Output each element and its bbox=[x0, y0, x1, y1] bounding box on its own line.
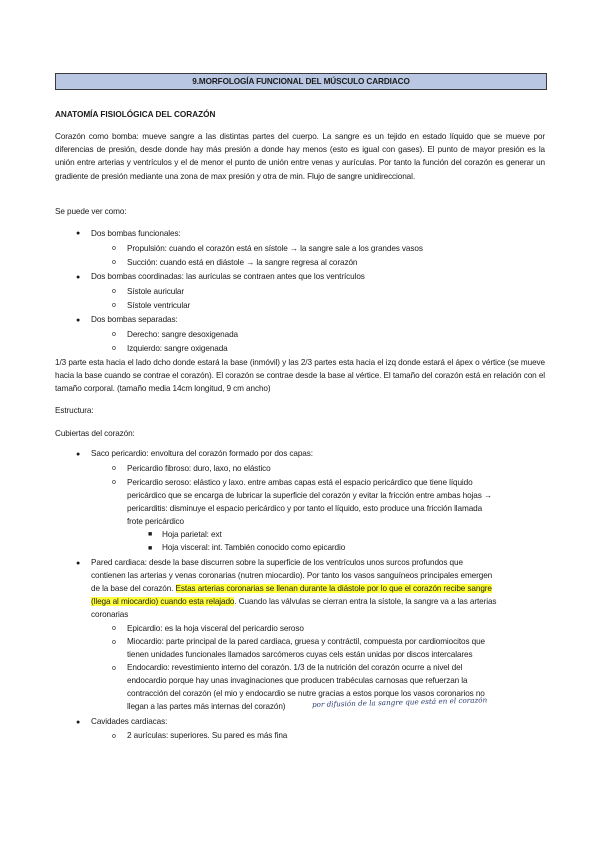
bullet-circle-icon: o bbox=[112, 639, 116, 646]
list-item: Propulsión: cuando el corazón está en sístole → la sangre sale a los grandes vasos bbox=[127, 244, 423, 253]
bullet-circle-icon: o bbox=[112, 302, 116, 309]
bullet-circle-icon: o bbox=[112, 345, 116, 352]
list-item: Endocardio: revestimiento interno del corazón. 1/3 de la nutrición del corazón ocurre a nivel del bbox=[127, 663, 463, 672]
list-item-cont: frote pericárdico bbox=[127, 517, 185, 526]
list-item: Dos bombas coordinadas: las aurículas se contraen antes que los ventrículos bbox=[91, 272, 365, 281]
list-item-cont: contracción del corazón (el mio y endocardio se nutre gracias a estos porque los vasos coronarios no bbox=[127, 689, 485, 698]
bullet-circle-icon: o bbox=[112, 733, 116, 740]
list-item-cont: pericárdico que se encarga de lubricar la superficie del corazón y evitar la fricción entre ambas hojas → bbox=[127, 491, 492, 500]
list-item-cont: contienen las arterias y venas coronarias (nutren miocardio). Por tanto los vasos sanguíneos principales emergen bbox=[91, 571, 493, 580]
list-item: Pericardio seroso: elástico y laxo. entre ambas capas está el espacio pericárdico que tiene líquido bbox=[127, 478, 473, 487]
bullet-disc-icon: ● bbox=[76, 274, 81, 281]
bullet-circle-icon: o bbox=[112, 625, 116, 632]
list-item: Saco pericardio: envoltura del corazón formado por dos capas: bbox=[91, 449, 313, 458]
bullet-circle-icon: o bbox=[112, 259, 116, 266]
list-item: Pared cardiaca: desde la base discurren sobre la superficie de los ventrículos unos surcos profundos que bbox=[91, 558, 463, 567]
list-item: Dos bombas separadas: bbox=[91, 315, 178, 324]
list-item: Izquierdo: sangre oxigenada bbox=[127, 344, 228, 353]
list-item: Sístole auricular bbox=[127, 287, 185, 296]
list-item: Hoja visceral: int. También conocido como epicardio bbox=[162, 543, 346, 552]
text-run: . Cuando las válvulas se cierran entra la sístole, la sangre va a las arterias bbox=[234, 597, 497, 606]
bullet-disc-icon: ● bbox=[76, 451, 81, 458]
page-title: 9.MORFOLOGÍA FUNCIONAL DEL MÚSCULO CARDIACO bbox=[55, 73, 547, 90]
list-item-cont: pericarditis: disminuye el espacio pericárdico y por tanto el líquido, esto produce una fricción llamada bbox=[127, 504, 483, 513]
list-item-cont bbox=[91, 584, 492, 593]
text-run: de la base del corazón. bbox=[91, 584, 176, 593]
list-item: Epicardio: es la hoja visceral del pericardio seroso bbox=[127, 624, 304, 633]
coverings-label: Cubiertas del corazón: bbox=[55, 429, 135, 438]
bullet-circle-icon: o bbox=[112, 479, 116, 486]
section-heading: ANATOMÍA FISIOLÓGICA DEL CORAZÓN bbox=[55, 110, 216, 119]
list-item: Sístole ventricular bbox=[127, 301, 191, 310]
bullet-disc-icon: ● bbox=[76, 317, 81, 324]
bullet-circle-icon: o bbox=[112, 331, 116, 338]
highlighted-text: Estas arterias coronarias se llenan durante la diástole por lo que el corazón recibe sangre bbox=[175, 584, 492, 593]
bullet-disc-icon: ● bbox=[76, 230, 81, 237]
list-item-cont: tienen unidades funcionales llamados sarcómeros cuyas cels están unidas por discos intercalares bbox=[127, 650, 473, 659]
list-item-cont bbox=[91, 597, 496, 606]
list-item-cont: coronarias bbox=[91, 610, 129, 619]
highlighted-text: (llega al miocardio) cuando esta relajado bbox=[91, 597, 235, 606]
list-item: Cavidades cardiacas: bbox=[91, 717, 168, 726]
bullet-circle-icon: o bbox=[112, 245, 116, 252]
list-item: Pericardio fibroso: duro, laxo, no elástico bbox=[127, 464, 271, 473]
bullet-disc-icon: ● bbox=[76, 560, 81, 567]
bullet-circle-icon: o bbox=[112, 288, 116, 295]
list-item: Dos bombas funcionales: bbox=[91, 229, 181, 238]
bullet-square-icon: ■ bbox=[148, 545, 153, 552]
bullet-circle-icon: o bbox=[112, 465, 116, 472]
size-paragraph: 1/3 parte esta hacia el lado dcho donde estará la base (inmóvil) y las 2/3 partes esta hacia el izq donde estará el ápex o vértice (se mueve hacia la base cuando se contrae el corazón). El corazón se contrae desde la base al vértice. El tamaño del corazón está en relación con el tamaño corporal. (tamaño media 14cm longitud, 9 cm ancho) bbox=[55, 358, 545, 394]
structure-label: Estructura: bbox=[55, 406, 94, 415]
list-item: Hoja parietal: ext bbox=[162, 530, 222, 539]
handwritten-annotation: por difusión de la sangre que está en el corazón bbox=[311, 695, 488, 709]
intro-paragraph: Corazón como bomba: mueve sangre a las distintas partes del cuerpo. La sangre es un tejido en estado líquido que se mueve por diferencias de presión, desde donde hay más presión a donde hay menos (esto es igual con gases). El punto de mayor presión es la unión entre arterias y ventrículos y el de menor el punto de unión entre venas y aurículas. Por tanto la función del corazón es generar un gradiente de presión mediante una zona de max presión y otra de min. Flujo de sangre unidireccional. bbox=[55, 132, 545, 181]
list-item-cont: endocardio porque hay unas invaginaciones que producen trabéculas carnosas que refuerzan la bbox=[127, 676, 468, 685]
bullet-circle-icon: o bbox=[112, 665, 116, 672]
list-item: Succión: cuando está en diástole → la sangre regresa al corazón bbox=[127, 258, 358, 267]
list-item: Derecho: sangre desoxigenada bbox=[127, 330, 238, 339]
bullet-disc-icon: ● bbox=[76, 719, 81, 726]
list-item-cont: llegan a las partes más internas del corazón) bbox=[127, 702, 286, 711]
list-item: 2 aurículas: superiores. Su pared es más fina bbox=[127, 731, 288, 740]
bullet-square-icon: ■ bbox=[148, 531, 153, 538]
list-item: Miocardio: parte principal de la pared cardiaca, gruesa y contráctil, compuesta por cardiomiocitos que bbox=[127, 637, 485, 646]
see-as-label: Se puede ver como: bbox=[55, 207, 127, 216]
